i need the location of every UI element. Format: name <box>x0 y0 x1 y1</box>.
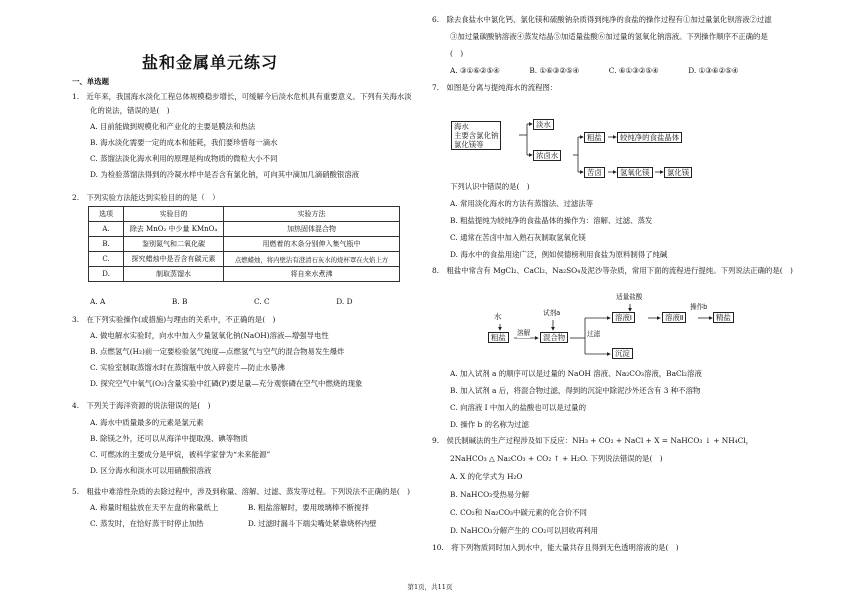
text-line: D. 操作 b 的名称为过滤 <box>450 420 529 429</box>
seawater-box <box>451 121 501 150</box>
solution-2-box: 溶液Ⅱ <box>662 312 686 323</box>
text-line: 下列认识中错误的是( ) <box>450 182 530 191</box>
text-line: A. 常用淡化海水的方法有蒸馏法、过滤法等 <box>450 199 594 208</box>
page-title: 盐和金属单元练习 <box>141 53 278 72</box>
text-line: 3. 在下列实验操作(或措施)与理由的关系中，不正确的是( ) <box>72 315 276 324</box>
text-line: 7. 如图是分离与提纯海水的流程图： <box>432 83 558 92</box>
table-header-cell: 实验方法 <box>224 207 400 222</box>
mixture-box: 混合物 <box>540 332 568 343</box>
text-line: D. NaHCO₃分解产生的 CO₂可以回收再利用 <box>450 526 599 535</box>
text-line: A. 海水中质量最多的元素是氯元素 <box>90 418 204 427</box>
hcl-label: 适量盐酸 <box>616 293 643 301</box>
text-line: 4. 下列关于海洋资源的说法错误的是( ) <box>72 401 211 410</box>
filter-label: 过滤 <box>587 330 601 338</box>
table-header-cell: 选项 <box>89 207 124 222</box>
freshwater-box: 淡水 <box>533 119 554 130</box>
text-line: C. CO₂和 Na₂CO₃中碳元素的化合价不同 <box>450 508 587 517</box>
table-cell: 鉴别氮气和二氧化碳 <box>124 237 224 252</box>
op-b-label: 操作b <box>690 303 708 311</box>
refined-salt-box: 精盐 <box>713 312 734 323</box>
seawater-label: 海水 <box>454 122 469 131</box>
text-line: C. 实验室制取蒸馏水时在蒸馏瓶中放入碎瓷片—防止水暴沸 <box>90 363 285 372</box>
text-line: 1. 近年来，我国海水淡化工程总体规模稳步增长，可缓解今后淡水危机具有重要意义。下列有关海水淡 <box>72 92 412 101</box>
text-line: A. 加入试剂 a 的顺序可以是过量的 NaOH 溶液、Na₂CO₃溶液，BaCl₂溶液 <box>450 369 702 378</box>
seawater-label: 氯化镁等 <box>454 140 484 149</box>
text-line: 5. 粗盐中难溶性杂质的去除过程中，涉及到称量、溶解、过滤、蒸发等过程。下列说法不正确的是( ) <box>72 487 411 496</box>
text-line: D. 探究空气中氧气(O₂)含量实验中红磷(P)要足量—充分观察磷在空气中燃烧的现象 <box>90 379 363 388</box>
text-line: 10. 将下列物质同时加入到水中，能大量共存且得到无色透明溶液的是( ) <box>432 543 679 552</box>
table-cell: C. <box>89 252 124 267</box>
text-line: B. 粗盐提纯为较纯净的食盐晶体的操作为：溶解、过滤、蒸发 <box>450 216 653 225</box>
text-line: ③加过量碳酸钠溶液④蒸发结晶⑤加适量盐酸⑥加过量的氢氧化钠溶液。下列操作顺序不正确的是 <box>450 32 768 41</box>
text-line: A. 做电解水实验时，向水中加入少量氢氧化钠(NaOH)溶液—增强导电性 <box>90 331 329 340</box>
mgcl2-box: 氯化镁 <box>664 167 692 178</box>
text-line: 2. 下列实验方法能达到实验目的的是（ ） <box>72 193 220 202</box>
crude-salt-box: 粗盐 <box>584 132 605 143</box>
table-cell: 探究蜡烛中是否含有碳元素 <box>124 252 224 267</box>
text-line: 化的说法，错误的是( ) <box>90 106 170 115</box>
table-cell: D. <box>89 267 124 282</box>
text-line: A. 目前能做到规模化和产业化的主要是膜法和热法 <box>90 122 256 131</box>
pure-salt-box: 较纯净的食盐晶体 <box>617 132 682 143</box>
text-line: B. 加入试剂 a 后，将混合物过滤，得到的沉淀中除泥沙外还含有 3 种不溶物 <box>450 386 701 395</box>
table-cell: B. <box>89 237 124 252</box>
text-line: B. 除镁之外，还可以从海洋中提取溴、碘等物质 <box>90 434 248 443</box>
text-line: A. A B. B C. C D. D <box>90 297 353 306</box>
dissolve-label: 溶解 <box>517 329 531 337</box>
text-line: B. 点燃氢气(H₂)前一定要检验氢气纯度—点燃氢气与空气的混合物易发生爆炸 <box>90 347 345 356</box>
text-line: D. 区分海水和淡水可以用硝酸银溶液 <box>90 466 212 475</box>
text-line: A. ③①⑥②⑤④ B. ①⑥③②⑤④ C. ⑥①③②⑤④ D. ①③⑥②⑤④ <box>450 66 739 75</box>
text-line: B. 海水淡化需要一定的成本和能耗，我们要珍惜每一滴水 <box>90 138 278 147</box>
text-line: 6. 除去食盐水中氯化钙、氯化镁和硫酸钠杂质得到纯净的食盐的操作过程有①加过量氯化钡溶液②过滤 <box>432 15 772 24</box>
table-cell: A. <box>89 222 124 237</box>
text-line: B. NaHCO₃受热易分解 <box>450 490 530 499</box>
text-line: D. 为检验蒸馏法得到的冷凝水样中是否含有氯化钠，可向其中滴加几滴硝酸银溶液 <box>90 170 360 179</box>
table-cell: 点燃蜡烛，将内壁沾有澄清石灰水的烧杯罩在火焰上方 <box>224 252 400 267</box>
seawater-label: 主要含氯化钠 <box>454 131 499 140</box>
crude-salt-box-8: 粗盐 <box>488 332 509 343</box>
reagent-a-label: 试剂a <box>543 309 561 317</box>
precipitate-box: 沉淀 <box>612 348 633 359</box>
brine-box: 浓卤水 <box>533 150 561 161</box>
bittern-box: 苦卤 <box>584 167 605 178</box>
text-line: A. 称量时粗盐放在天平左盘的称量纸上 B. 粗盐溶解时，要用玻璃棒不断搅拌 <box>90 503 369 512</box>
table-cell: 制取蒸馏水 <box>124 267 224 282</box>
text-line: 2NaHCO₃ △ Na₂CO₃ + CO₂ ↑ + H₂O. 下列说法错误的是( ) <box>450 454 663 463</box>
table-cell: 用燃着的木条分别伸入集气瓶中 <box>224 237 400 252</box>
table-cell: 除去 MnO₂ 中少量 KMnO₄ <box>124 222 224 237</box>
text-line: 8. 粗盐中常含有 MgCl₂、CaCl₂、Na₂SO₄及泥沙等杂质，常用下面的流程进行提纯。下列说法正确的是( ) <box>432 266 793 275</box>
mgoh2-box: 氢氧化镁 <box>617 167 653 178</box>
text-line: C. 可燃冰的主要成分是甲烷，被科学家誉为“未来能源” <box>90 450 271 459</box>
text-line: C. 通常在苦卤中加入熟石灰制取氢氧化镁 <box>450 233 586 242</box>
text-line: C. 向溶液 I 中加入的盐酸也可以是过量的 <box>450 403 586 412</box>
section-heading: 一、单选题 <box>72 77 109 86</box>
table-cell: 将自来水煮沸 <box>224 267 400 282</box>
solution-1-box: 溶液Ⅰ <box>612 312 635 323</box>
text-line: ( ) <box>450 49 464 58</box>
text-line: 9. 侯氏制碱法的生产过程涉及如下反应：NH₃ + CO₂ + NaCl + X = NaHCO₃ ↓ + NH₄Cl， <box>432 436 754 445</box>
text-line: D. 海水中的食盐用途广泛，例如侯德榜利用食盐为原料制得了纯碱 <box>450 250 668 259</box>
table-header-cell: 实验目的 <box>124 207 224 222</box>
text-line: C. 蒸馏法淡化海水利用的原理是构成物质的微粒大小不同 <box>90 154 278 163</box>
table-cell: 加热固体混合物 <box>224 222 400 237</box>
water-label: 水 <box>494 312 502 321</box>
text-line: C. 蒸发时，在恰好蒸干时停止加热 D. 过滤时漏斗下端尖嘴处紧靠烧杯内壁 <box>90 519 377 528</box>
text-line: A. X 的化学式为 H₂O <box>450 472 523 481</box>
page-footer: 第1页，共11页 <box>407 583 453 591</box>
